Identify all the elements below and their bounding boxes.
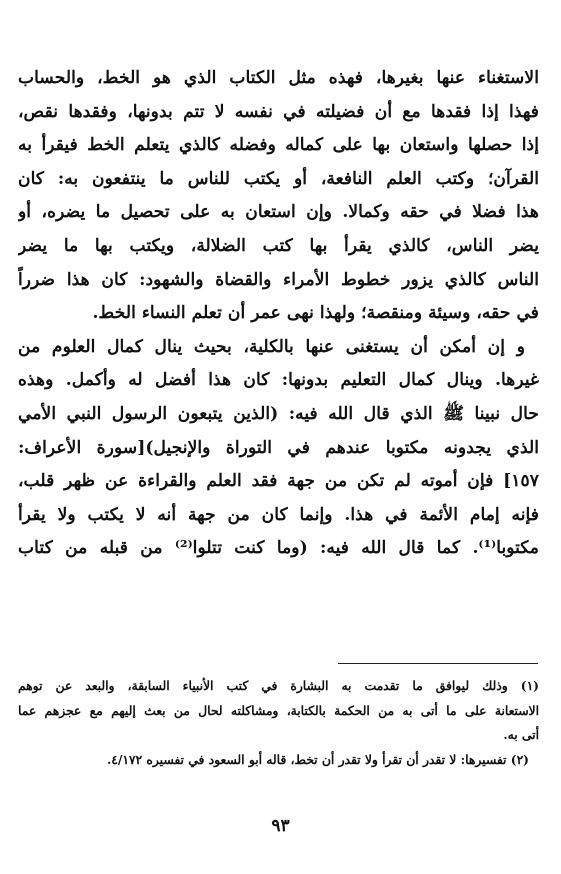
footnote-line: الاستعانة على ما أتى به من الحكمة بالكتابة، ومشاكلته لحال من بعث إليهم مع عجزهم عما — [18, 702, 539, 718]
text-line: حال نبينا ﷺ الذي قال الله فيه: (الذين يتبعون الرسول النبي الأمي — [18, 403, 539, 424]
footnote-line: أتى به. — [503, 727, 539, 742]
page-number: ٩٣ — [271, 816, 290, 836]
text-line: الاستغناء عنها بغيرها، فهذه مثل الكتاب الذي هو الخط، والحساب — [18, 68, 539, 88]
text-line: إذا حصلها واستعان بها على كماله وفضله كالذي يتعلم الخط فيقرأ به — [18, 135, 539, 156]
text-line: و إن أمكن أن يستغنى عنها بالكلية، بحيث ينال كمال العلوم من — [18, 336, 525, 357]
text-line: مكتوبا⁽¹⁾. كما قال الله فيه: (وما كنت تتلوا⁽²⁾ من قبله من كتاب — [18, 538, 539, 559]
text-line: القرآن؛ وكتب العلم النافعة، أو يكتب للناس ما ينتفعون به: كان — [18, 168, 539, 189]
text-line: فإنه إمام الأئمة في هذا. وإنما كان من جهة أنه لا يكتب ولا يقرأ — [18, 504, 539, 525]
text-line: الذي يجدونه مكتوبا عندهم في التوراة والإنجيل)[سورة الأعراف: — [18, 437, 539, 458]
text-line: فهذا إذا فقدها مع أن فضيلته في نفسه لا تتم بدونها، وفقدها نقص، — [18, 101, 539, 122]
text-line: غيرها. وينال كمال التعليم بدونها: كان هذا أفضل له وأكمل. وهذه — [18, 370, 539, 391]
footnote-line: (٢) تفسيرها: لا تقدر أن تقرأ ولا تقدر أن تخط، قاله أبو السعود في تفسيره ٤/١٧٢. — [106, 751, 529, 767]
main-text-block — [18, 62, 539, 566]
footnote-line: (١) وذلك ليوافق ما تقدمت به البشارة في كتب الأنبياء السابقة، والبعد عن توهم — [18, 678, 539, 693]
text-line: الناس كالذي يزور خطوط الأمراء والقضاة والشهود: كان هذا ضرراً — [18, 269, 539, 290]
text-line: هذا فضلا في حقه وكمالا. وإن استعان به على تحصيل ما يضره، أو — [18, 202, 539, 223]
footnotes-block — [18, 674, 539, 772]
text-line: ١٥٧] فإن أموته لم تكن من جهة فقد العلم والقراءة عن ظهر قلب، — [18, 471, 539, 492]
text-line: في حقه، وسيئة ومنقصة؛ ولهذا نهى عمر أن تعلم النساء الخط. — [92, 303, 539, 324]
footnote-separator — [338, 663, 538, 664]
text-line: يضر الناس، كالذي يقرأ بها كتب الضلالة، ويكتب بها ما يضر — [18, 235, 539, 256]
